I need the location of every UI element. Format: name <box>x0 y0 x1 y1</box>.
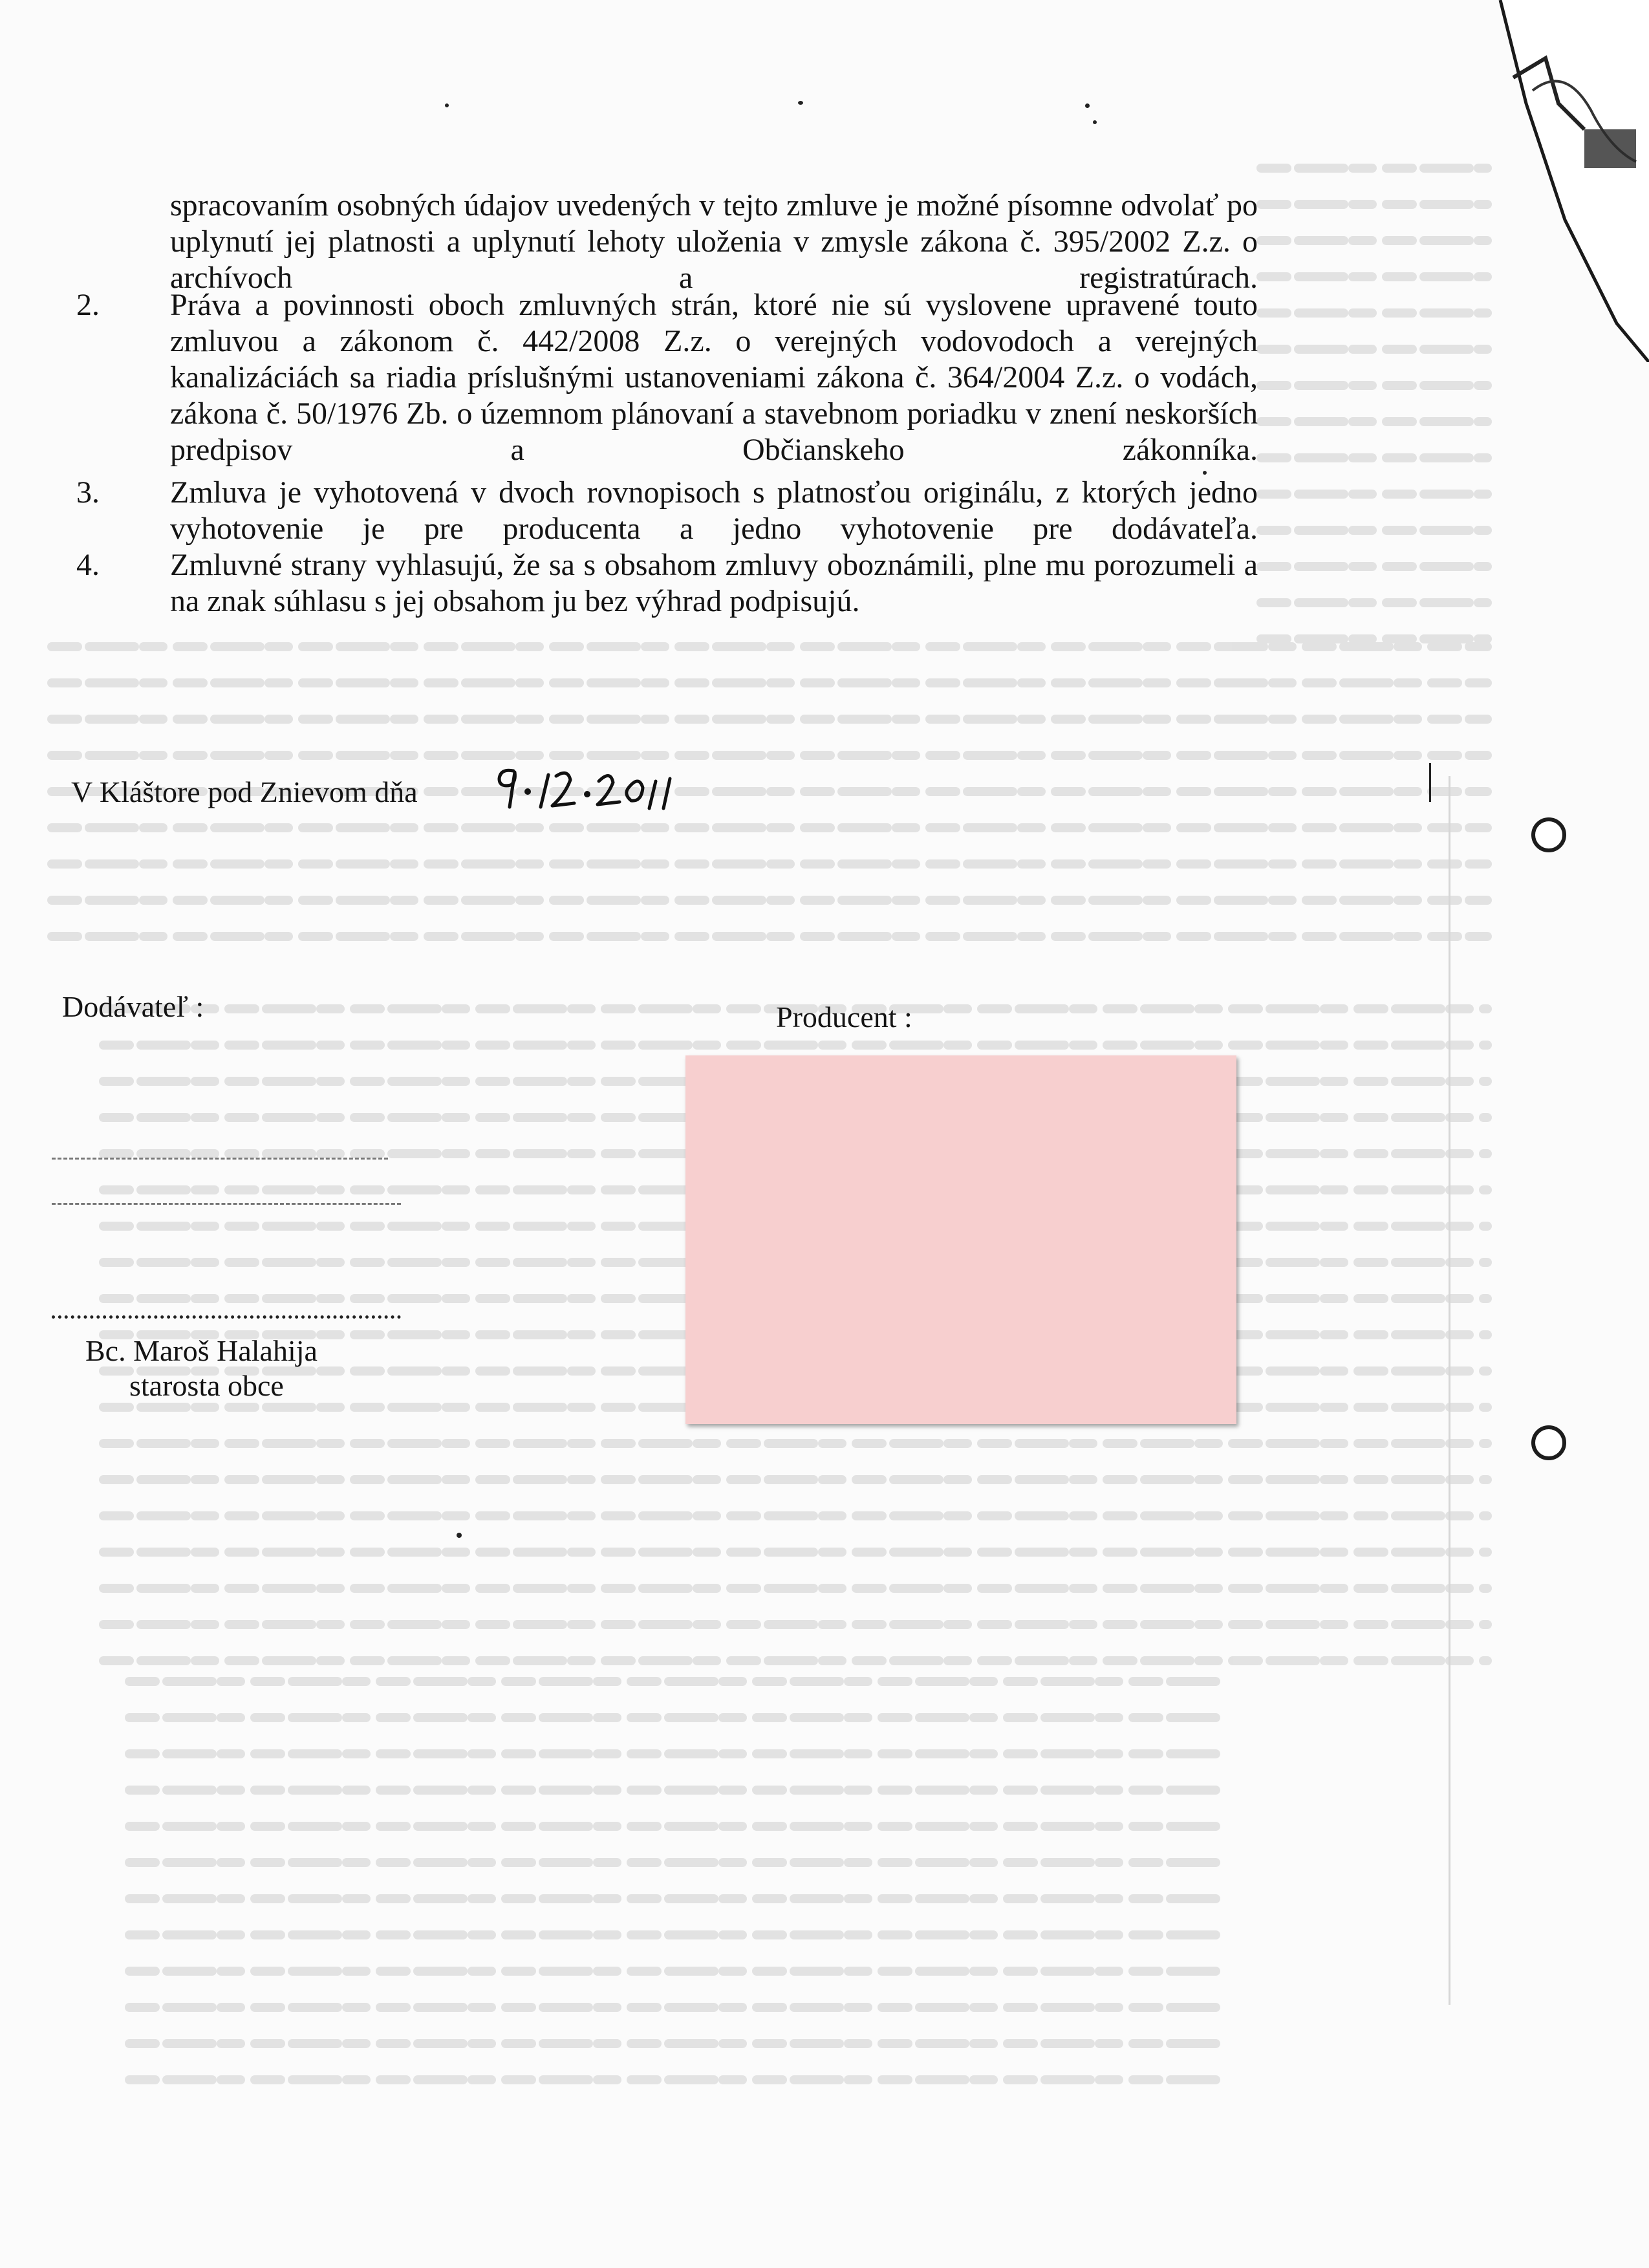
scan-speck <box>1203 471 1207 475</box>
scan-speck <box>445 103 449 107</box>
punch-hole <box>1531 1425 1566 1460</box>
redaction-sticky-note <box>685 1055 1236 1424</box>
clause-3-number: 3. <box>76 475 100 510</box>
clause-3-text: Zmluva je vyhotovená v dvoch rovnopisoch s platnosťou originálu, z ktorých jedno vyhotovenie je pre producenta a jedno vyhotovenie pre dodávateľa. <box>170 475 1258 546</box>
scan-speck <box>1085 103 1090 108</box>
supplier-signature-line <box>52 1315 401 1319</box>
clause-4-number: 4. <box>76 548 100 582</box>
scan-speck <box>798 101 803 105</box>
handwritten-date <box>490 762 697 814</box>
clause-2-text: Práva a povinnosti oboch zmluvných strán, ktoré nie sú vyslovene upravené touto zmluvou a zákonom č. 442/2008 Z.z. o verejných vodovodoch a verejných kanalizáciách sa riadia príslušnými ustanoveniami zákona č. 364/2004 Z.z. o vodách, zákona č. 50/1976 Zb. o územnom plánovaní a stavebnom poriadku v znení neskorších predpisov a Občianskeho zákonníka. <box>170 288 1258 467</box>
place-date-label: V Kláštore pod Znievom dňa <box>71 775 418 808</box>
punch-hole <box>1531 817 1566 852</box>
signatory-title: starosta obce <box>129 1369 284 1402</box>
continuation-paragraph: spracovaním osobných údajov uvedených v tejto zmluve je možné písomne odvolať po uplynutí jej platnosti a uplynutí lehoty uloženia v zmysle zákona č. 395/2002 Z.z. o archívoch a registratúrach. <box>170 188 1258 295</box>
scan-speck <box>1093 120 1097 124</box>
folded-corner <box>1487 0 1649 362</box>
scan-vertical-line <box>1429 763 1431 802</box>
producer-label: Producent : <box>776 1000 912 1033</box>
bleed-dash-line <box>52 1203 401 1205</box>
clause-4-text: Zmluvné strany vyhlasujú, že sa s obsahom zmluvy oboznámili, plne mu porozumeli a na znak súhlasu s jej obsahom ju bez výhrad podpisujú. <box>170 548 1258 618</box>
scan-speck <box>457 1533 462 1538</box>
scan-vertical-line <box>1449 776 1450 2005</box>
signatory-name: Bc. Maroš Halahija <box>85 1334 318 1367</box>
bleed-dash-line <box>52 1158 388 1160</box>
supplier-label: Dodávateľ : <box>62 990 204 1023</box>
clause-2-number: 2. <box>76 288 100 322</box>
